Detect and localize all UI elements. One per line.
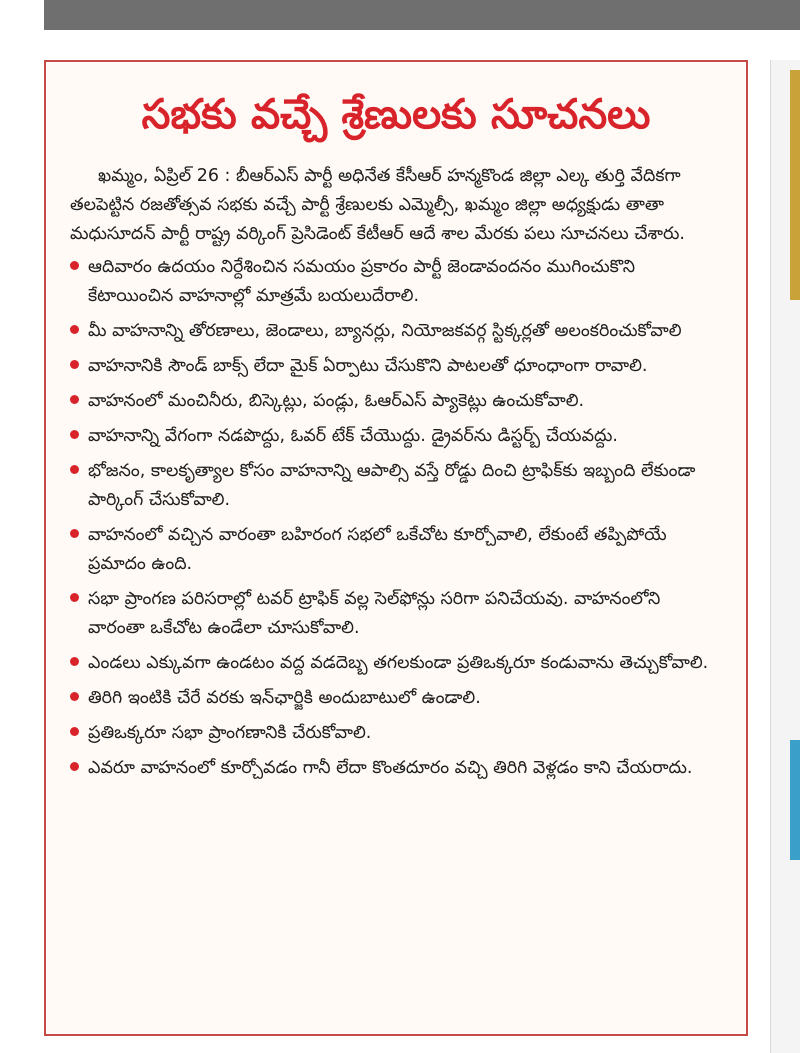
list-item: [70, 317, 722, 346]
bullet-icon: [70, 430, 79, 439]
list-item-text: వాహనంలో మంచినీరు, బిస్కెట్లు, పండ్లు, ఓఆర్ఎస్ ప్యాకెట్లు ఉంచుకోవాలి.: [88, 391, 585, 411]
news-article: [44, 60, 748, 1036]
list-item: [70, 253, 722, 311]
adjacent-column-image: [790, 70, 800, 300]
list-item-text: ప్రతిఒక్కరూ సభా ప్రాంగణానికి చేరుకోవాలి.: [88, 723, 372, 743]
list-item: [70, 754, 722, 783]
list-item-text: ఎవరూ వాహనంలో కూర్చోవడం గానీ లేదా కొంతదూరం వచ్చి తిరిగి వెళ్లడం కాని చేయరాదు.: [88, 758, 693, 778]
list-item-text: వాహనాన్ని వేగంగా నడపొద్దు, ఓవర్ టేక్ చేయొద్దు. డ్రైవర్‌ను డిస్టర్బ్ చేయవద్దు.: [88, 426, 618, 446]
bullet-icon: [70, 395, 79, 404]
list-item: [70, 684, 722, 713]
bullet-icon: [70, 360, 79, 369]
bullet-icon: [70, 762, 79, 771]
bullet-icon: [70, 261, 79, 270]
article-headline: సభకు వచ్చే శ్రేణులకు సూచనలు: [141, 90, 651, 138]
list-item-text: వాహనానికి సౌండ్ బాక్స్ లేదా మైక్ ఏర్పాటు చేసుకొని పాటలతో ధూంధాంగా రావాలి.: [88, 356, 648, 376]
list-item: [70, 649, 722, 678]
instruction-list: [70, 253, 722, 783]
list-item: [70, 422, 722, 451]
bullet-icon: [70, 593, 79, 602]
list-item: [70, 719, 722, 748]
list-item: [70, 387, 722, 416]
list-item-text: వాహనంలో వచ్చిన వారంతా బహిరంగ సభలో ఒకేచోట కూర్చోవాలి, లేకుంటే తప్పిపోయే ప్రమాదం ఉంది.: [88, 525, 667, 574]
list-item-text: మీ వాహనాన్ని తోరణాలు, జెండాలు, బ్యానర్లు, నియోజకవర్గ స్టిక్కర్లతో అలంకరించుకోవాలి: [88, 321, 682, 341]
list-item-text: తిరిగి ఇంటికి చేరే వరకు ఇన్‌ఛార్జికి అందుబాటులో ఉండాలి.: [88, 688, 481, 708]
bullet-icon: [70, 325, 79, 334]
list-item: [70, 352, 722, 381]
article-intro: ఖమ్మం, ఏప్రిల్ 26 : బీఆర్ఎస్ పార్టీ అధినేత కేసీఆర్ హన్మకొండ జిల్లా ఎల్క తుర్తి వేదికగా తలపెట్టిన రజతోత్సవ సభకు వచ్చే పార్టీ శ్రేణులకు ఎమ్మెల్సీ, ఖమ్మం జిల్లా అధ్యక్షుడు తాతా మధుసూదన్ పార్టీ రాష్ట్ర వర్కింగ్ ప్రెసిడెంట్ కేటీఆర్ ఆదే శాల మేరకు పలు సూచనలు చేశారు.: [70, 166, 685, 244]
list-item-text: భోజనం, కాలకృత్యాల కోసం వాహనాన్ని ఆపాల్సి వస్తే రోడ్డు దించి ట్రాఫిక్‌కు ఇబ్బంది లేకుండా పార్కింగ్ చేసుకోవాలి.: [88, 461, 696, 510]
bullet-icon: [70, 727, 79, 736]
list-item-text: ఎండలు ఎక్కువగా ఉండటం వద్ద వడదెబ్బ తగలకుండా ప్రతిఒక్కరూ కండువాను తెచ్చుకోవాలి.: [88, 653, 709, 673]
list-item: [70, 457, 722, 515]
bullet-icon: [70, 529, 79, 538]
adjacent-column-image: [790, 740, 800, 860]
list-item-text: ఆదివారం ఉదయం నిర్దేశించిన సమయం ప్రకారం పార్టీ జెండావందనం ముగించుకొని కేటాయించిన వాహనాల్లో మాత్రమే బయలుదేరాలి.: [88, 257, 636, 306]
top-banner-bar: [44, 0, 800, 30]
bullet-icon: [70, 465, 79, 474]
list-item: [70, 521, 722, 579]
list-item: [70, 585, 722, 643]
bullet-icon: [70, 657, 79, 666]
list-item-text: సభా ప్రాంగణ పరిసరాల్లో టవర్ ట్రాఫిక్ వల్ల సెల్‌ఫోన్లు సరిగా పనిచేయవు. వాహనంలోని వారంతా ఒకేచోట ఉండేలా చూసుకోవాలి.: [88, 589, 661, 638]
bullet-icon: [70, 692, 79, 701]
